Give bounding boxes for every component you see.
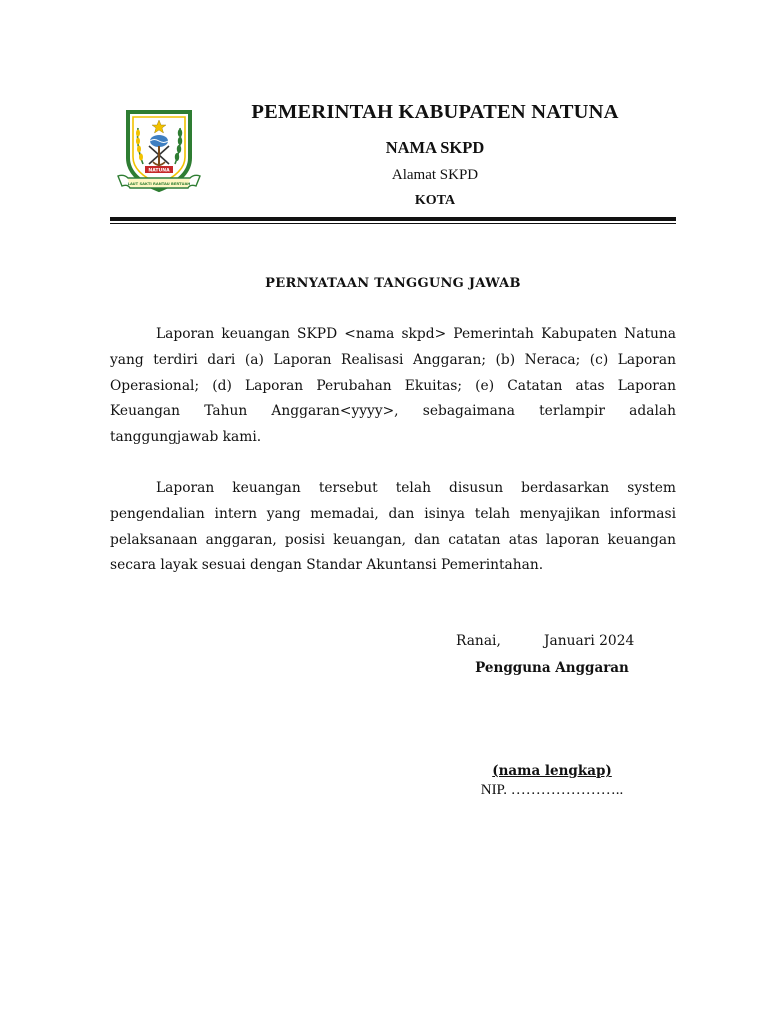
skpd-city: KOTA bbox=[414, 193, 456, 208]
statement-paragraph-2: Laporan keuangan tersebut telah disusun berdasarkan system pengendalian intern yang memadai, dan isinya telah menyajikan informasi pelaksanaan anggaran, posisi keuangan, dan catatan atas laporan keuangan secara layak sesuai dengan Standar Akuntansi Pemerintahan. bbox=[110, 480, 676, 574]
natuna-emblem-icon bbox=[116, 108, 202, 198]
signatory-nip: NIP. ………………….. bbox=[480, 782, 624, 798]
skpd-name: NAMA SKPD bbox=[385, 138, 485, 157]
letterhead-rule-thick bbox=[110, 217, 676, 221]
signatory-role: Pengguna Anggaran bbox=[475, 660, 629, 676]
skpd-address: Alamat SKPD bbox=[391, 167, 479, 183]
emblem-motto: LAUT SAKTI RANTAU BERTUAH bbox=[127, 182, 191, 186]
government-name: PEMERINTAH KABUPATEN NATUNA bbox=[251, 101, 619, 123]
signature-date: Januari 2024 bbox=[544, 633, 635, 649]
statement-paragraph-1: Laporan keuangan SKPD <nama skpd> Pemerintah Kabupaten Natuna yang terdiri dari (a) Laporan Realisasi Anggaran; (b) Neraca; (c) Laporan Operasional; (d) Laporan Perubahan Ekuitas; (e) Catatan atas Laporan Keuangan Tahun Anggaran<yyyy>, sebagaimana terlampir adalah tanggungjawab kami. bbox=[110, 326, 676, 446]
letterhead-rule-thin bbox=[110, 223, 676, 224]
signatory-name: (nama lengkap) bbox=[492, 763, 612, 779]
document-title: PERNYATAAN TANGGUNG JAWAB bbox=[265, 276, 521, 291]
emblem-banner-text: NATUNA bbox=[148, 168, 170, 174]
signature-place: Ranai, bbox=[456, 633, 501, 649]
